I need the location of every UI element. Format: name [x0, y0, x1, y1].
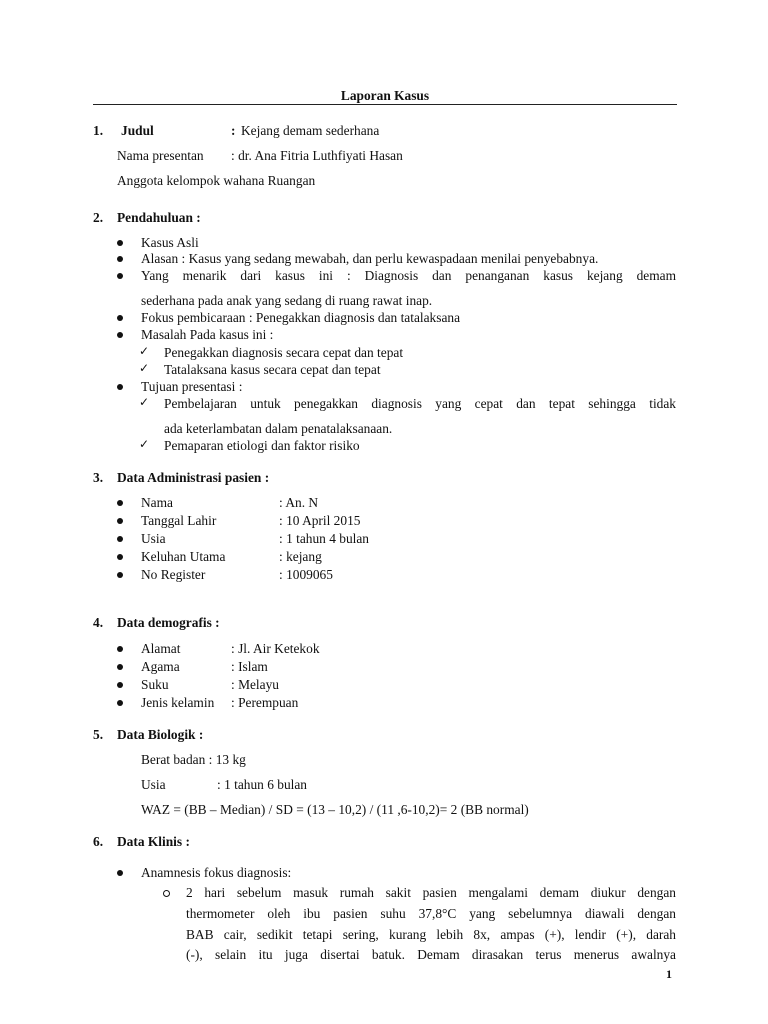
anamnesis-item: Anamnesis fokus diagnosis:: [141, 865, 292, 880]
admin-key: Nama: [141, 495, 173, 510]
circle-bullet-icon: [163, 890, 170, 897]
bullet-icon: [117, 384, 123, 390]
admin-value: : 10 April 2015: [279, 513, 361, 528]
admin-key: Usia: [141, 531, 166, 546]
group-line: Anggota kelompok wahana Ruangan: [117, 173, 316, 188]
masalah-item: Masalah Pada kasus ini :: [141, 327, 274, 342]
demo-value: : Melayu: [231, 677, 279, 692]
admin-value: : kejang: [279, 549, 322, 564]
bullet-icon: [117, 646, 123, 652]
anamnesis-para-line-1: 2 hari sebelum masuk rumah sakit pasien mengalami demam diukur dengan: [186, 885, 676, 900]
masalah-sub-1: Penegakkan diagnosis secara cepat dan tepat: [164, 345, 404, 360]
bullet-icon: [117, 700, 123, 706]
anamnesis-para-line-2: thermometer oleh ibu pasien suhu 37,8°C yang sebelumnya diawali dengan: [186, 906, 676, 921]
bullet-icon: [117, 273, 123, 279]
tujuan-item: Tujuan presentasi :: [141, 379, 243, 394]
demo-key: Suku: [141, 677, 169, 692]
tujuan-sub-1-line-1: Pembelajaran untuk penegakkan diagnosis yang cepat dan tepat sehingga tidak: [164, 396, 676, 411]
section-6-number: 6.: [93, 834, 104, 849]
check-icon: ✓: [139, 344, 150, 358]
masalah-sub-2: Tatalaksana kasus secara cepat dan tepat: [164, 362, 381, 377]
demo-key: Alamat: [141, 641, 181, 656]
demo-key: Agama: [141, 659, 180, 674]
tujuan-sub-1-line-2: ada keterlambatan dalam penatalaksanaan.: [164, 421, 393, 436]
demo-value: : Jl. Air Ketekok: [231, 641, 320, 656]
section-4-number: 4.: [93, 615, 104, 630]
menarik-line-1: Yang menarik dari kasus ini : Diagnosis dan penanganan kasus kejang demam: [141, 268, 676, 283]
section-2-number: 2.: [93, 210, 104, 225]
anamnesis-para-line-3: BAB cair, sedikit tetapi sering, kurang lebih 8x, ampas (+), lendir (+), darah: [186, 927, 676, 942]
check-icon: ✓: [139, 437, 150, 451]
bullet-icon: [117, 572, 123, 578]
section-1-number: 1.: [93, 123, 104, 138]
section-1-label: Judul: [121, 123, 154, 138]
usia-value: : 1 tahun 6 bulan: [217, 777, 308, 792]
admin-key: No Register: [141, 567, 206, 582]
check-icon: ✓: [139, 361, 150, 375]
section-6-label: Data Klinis :: [117, 834, 190, 849]
tujuan-sub-2: Pemaparan etiologi dan faktor risiko: [164, 438, 360, 453]
presenter-value: : dr. Ana Fitria Luthfiyati Hasan: [231, 148, 403, 163]
page-title: Laporan Kasus: [340, 88, 430, 103]
demo-value: : Islam: [231, 659, 268, 674]
bullet-icon: [117, 554, 123, 560]
page-number: 1: [666, 967, 672, 981]
section-5-label: Data Biologik :: [117, 727, 204, 742]
admin-key: Keluhan Utama: [141, 549, 226, 564]
bullet-icon: [117, 664, 123, 670]
admin-value: : An. N: [279, 495, 319, 510]
section-3-label: Data Administrasi pasien :: [117, 470, 270, 485]
bullet-icon: [117, 332, 123, 338]
berat-badan: Berat badan : 13 kg: [141, 752, 246, 767]
case-title: Kejang demam sederhana: [241, 123, 380, 138]
admin-value: : 1009065: [279, 567, 333, 582]
bullet-icon: [117, 500, 123, 506]
admin-value: : 1 tahun 4 bulan: [279, 531, 370, 546]
usia-label: Usia: [141, 777, 166, 792]
section-2-label: Pendahuluan :: [117, 210, 201, 225]
bullet-icon: [117, 536, 123, 542]
demo-value: : Perempuan: [231, 695, 299, 710]
alasan-item: Alasan : Kasus yang sedang mewabah, dan perlu kewaspadaan menilai penyebabnya.: [141, 251, 599, 266]
menarik-line-2: sederhana pada anak yang sedang di ruang rawat inap.: [141, 293, 433, 308]
presenter-label: Nama presentan: [117, 148, 204, 163]
bullet-icon: [117, 256, 123, 262]
waz-formula: WAZ = (BB – Median) / SD = (13 – 10,2) / (11 ,6-10,2)= 2 (BB normal): [141, 802, 529, 817]
bullet-icon: [117, 240, 123, 246]
title-divider: [93, 104, 677, 105]
section-5-number: 5.: [93, 727, 104, 742]
bullet-icon: [117, 682, 123, 688]
admin-key: Tanggal Lahir: [141, 513, 217, 528]
bullet-icon: [117, 518, 123, 524]
fokus-item: Fokus pembicaraan : Penegakkan diagnosis dan tatalaksana: [141, 310, 461, 325]
section-4-label: Data demografis :: [117, 615, 220, 630]
check-icon: ✓: [139, 395, 150, 409]
anamnesis-para-line-4: (-), selain itu juga disertai batuk. Demam dirasakan terus menerus awalnya: [186, 947, 676, 962]
bullet-icon: [117, 315, 123, 321]
section-3-number: 3.: [93, 470, 104, 485]
kasus-item: Kasus Asli: [141, 235, 199, 250]
bullet-icon: [117, 870, 123, 876]
demo-key: Jenis kelamin: [141, 695, 215, 710]
section-1-colon: :: [231, 123, 236, 138]
